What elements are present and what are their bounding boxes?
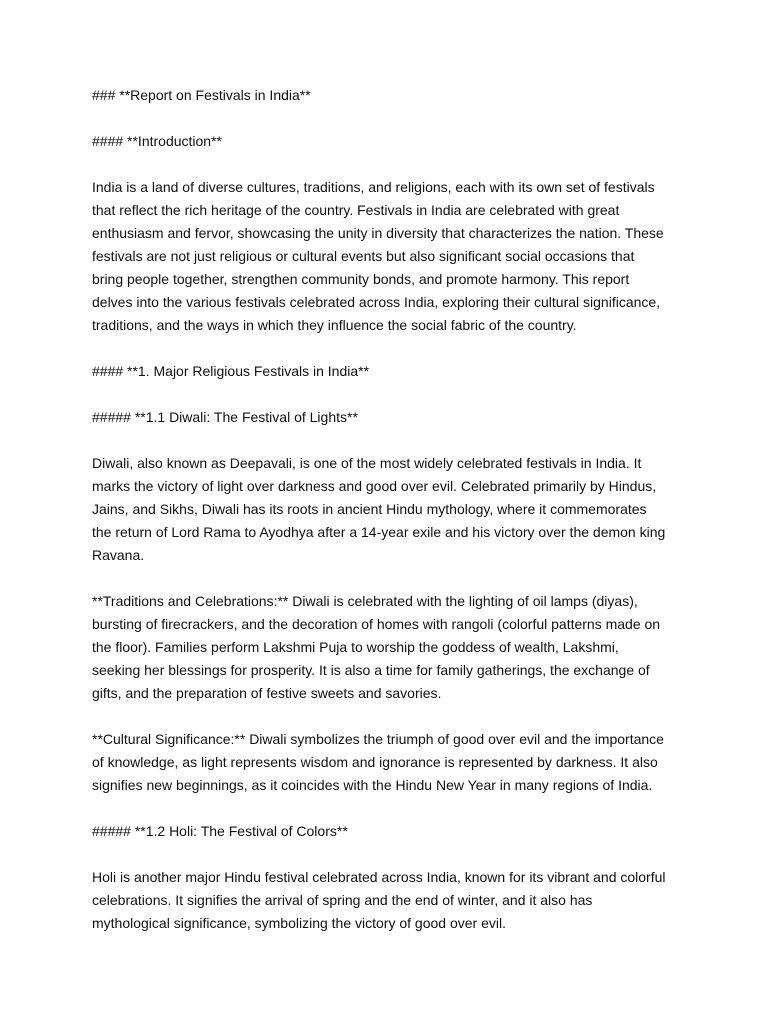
diwali-heading: ##### **1.1 Diwali: The Festival of Lights** <box>92 409 358 425</box>
text-line: India is a land of diverse cultures, traditions, and religions, each with its own set of festivals <box>92 179 655 195</box>
text-line: the return of Lord Rama to Ayodhya after a 14-year exile and his victory over the demon king <box>92 524 666 540</box>
diwali-traditions-paragraph <box>92 590 682 705</box>
text-line: marks the victory of light over darkness and good over evil. Celebrated primarily by Hindus, <box>92 478 657 494</box>
diwali-significance-paragraph <box>92 728 682 797</box>
text-line: **Traditions and Celebrations:** Diwali is celebrated with the lighting of oil lamps (diyas), <box>92 593 638 609</box>
text-line: the floor). Families perform Lakshmi Puja to worship the goddess of wealth, Lakshmi, <box>92 639 619 655</box>
text-line: bursting of firecrackers, and the decoration of homes with rangoli (colorful patterns made on <box>92 616 661 632</box>
holi-paragraph <box>92 866 682 935</box>
text-line: gifts, and the preparation of festive sweets and savories. <box>92 685 442 701</box>
text-line: traditions, and the ways in which they influence the social fabric of the country. <box>92 317 577 333</box>
holi-heading: ##### **1.2 Holi: The Festival of Colors** <box>92 823 348 839</box>
text-line: bring people together, strengthen community bonds, and promote harmony. This report <box>92 271 630 287</box>
text-line: that reflect the rich heritage of the country. Festivals in India are celebrated with great <box>92 202 620 218</box>
text-line: Diwali, also known as Deepavali, is one of the most widely celebrated festivals in India. It <box>92 455 642 471</box>
text-line: festivals are not just religious or cultural events but also significant social occasions that <box>92 248 635 264</box>
section-1-heading: #### **1. Major Religious Festivals in India** <box>92 363 370 379</box>
text-line: Jains, and Sikhs, Diwali has its roots in ancient Hindu mythology, where it commemorates <box>92 501 647 517</box>
text-line: Holi is another major Hindu festival celebrated across India, known for its vibrant and colorful <box>92 869 666 885</box>
text-line: celebrations. It signifies the arrival of spring and the end of winter, and it also has <box>92 892 593 908</box>
document-page <box>92 84 682 958</box>
text-line: mythological significance, symbolizing the victory of good over evil. <box>92 915 506 931</box>
text-line: of knowledge, as light represents wisdom and ignorance is represented by darkness. It also <box>92 754 658 770</box>
text-line: seeking her blessings for prosperity. It is also a time for family gatherings, the exchange of <box>92 662 650 678</box>
text-line: Ravana. <box>92 547 145 563</box>
text-line: **Cultural Significance:** Diwali symbolizes the triumph of good over evil and the importance <box>92 731 664 747</box>
introduction-heading: #### **Introduction** <box>92 133 222 149</box>
text-line: delves into the various festivals celebrated across India, exploring their cultural significance, <box>92 294 661 310</box>
text-line: enthusiasm and fervor, showcasing the unity in diversity that characterizes the nation. These <box>92 225 664 241</box>
report-title: ### **Report on Festivals in India** <box>92 87 311 103</box>
introduction-paragraph <box>92 176 682 337</box>
diwali-paragraph <box>92 452 682 567</box>
text-line: signifies new beginnings, as it coincides with the Hindu New Year in many regions of India. <box>92 777 653 793</box>
